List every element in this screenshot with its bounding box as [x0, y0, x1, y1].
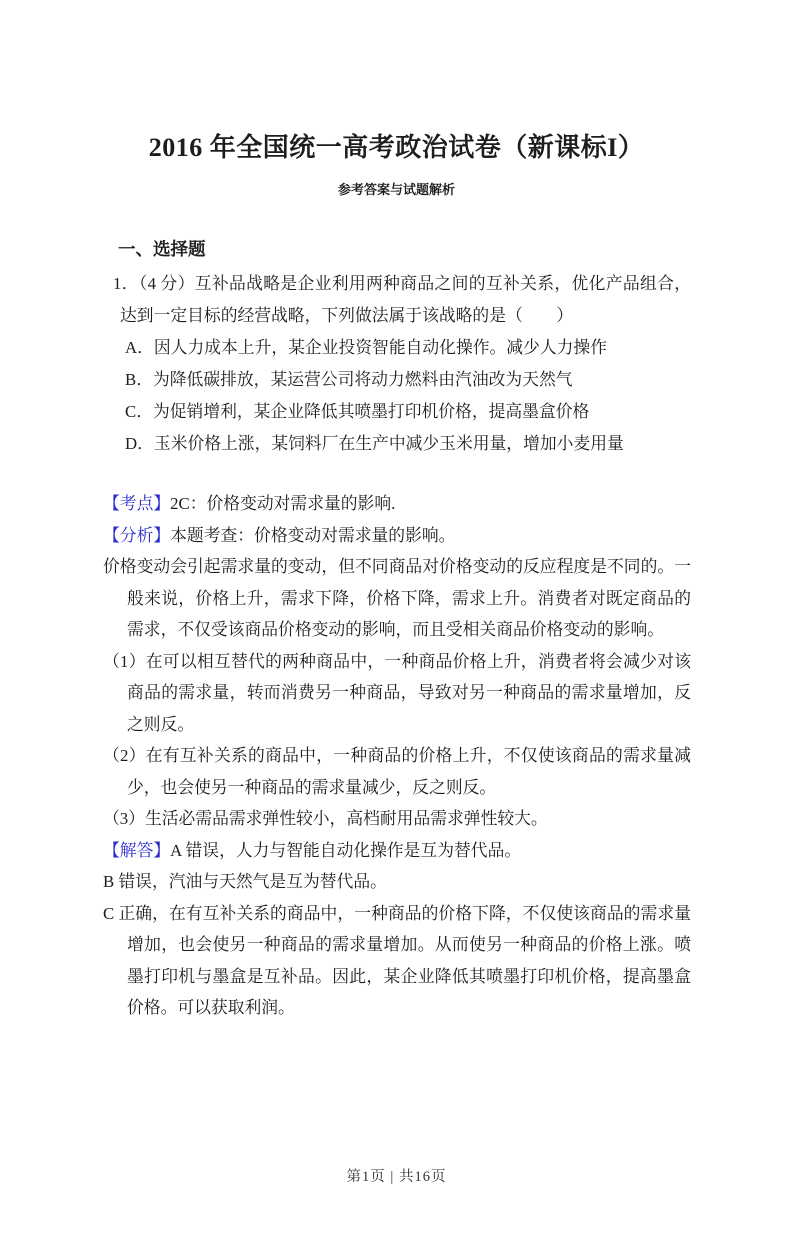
question-1 [103, 268, 691, 460]
question-stem-line-1: 1．（4 分）互补品战略是企业利用两种商品之间的互补关系，优化产品组合， [113, 274, 691, 293]
analysis-line: 般来说，价格上升，需求下降，价格下降，需求上升。消费者对既定商品的 [127, 588, 691, 608]
analysis-line: （2）在有互补关系的商品中，一种商品的价格上升，不仅使该商品的需求量减 [103, 746, 691, 765]
jieda-line-c: C 正确，在有互补关系的商品中，一种商品的价格下降，不仅使该商品的需求量 [103, 903, 691, 923]
jieda-line-b: B 错误，汽油与天然气是互为替代品。 [103, 872, 387, 891]
kaodian-line [103, 488, 691, 520]
analysis-line: 少，也会使另一种商品的需求量减少，反之则反。 [127, 777, 497, 797]
fenxi-line [103, 520, 691, 552]
analysis-line: 商品的需求量，转而消费另一种商品，导致对另一种商品的需求量增加，反 [127, 683, 691, 702]
jieda-line-c-cont: 增加，也会使另一种商品的需求量增加。从而使另一种商品的价格上涨。喷 [127, 935, 691, 954]
option-b: B．为降低碳排放，某运营公司将动力燃料由汽油改为天然气 [125, 370, 573, 389]
page-subtitle: 参考答案与试题解析 [337, 182, 455, 197]
jieda-text: A 错误，人力与智能自动化操作是互为替代品。 [170, 840, 522, 860]
fenxi-text: 本题考查：价格变动对需求量的影响。 [170, 525, 456, 545]
jieda-line-c-cont: 价格。可以获取利润。 [127, 998, 295, 1017]
option-d: D．玉米价格上涨，某饲料厂在生产中减少玉米用量，增加小麦用量 [125, 434, 624, 453]
kaodian-tag: 【考点】 [103, 494, 171, 513]
document-body [103, 236, 691, 1024]
analysis-line: （1）在可以相互替代的两种商品中，一种商品价格上升，消费者将会减少对该 [103, 651, 691, 671]
fenxi-tag: 【分析】 [103, 525, 171, 545]
jieda-line [103, 835, 691, 867]
analysis-line: 之则反。 [127, 714, 195, 734]
option-c: C．为促销增利，某企业降低其喷墨打印机价格，提高墨盒价格 [125, 402, 590, 421]
option-a: A．因人力成本上升，某企业投资智能自动化操作。减少人力操作 [125, 338, 607, 357]
question-stem-line-2: 达到一定目标的经营战略，下列做法属于该战略的是（ ） [120, 306, 574, 325]
analysis-line: 价格变动会引起需求量的变动，但不同商品对价格变动的反应程度是不同的。一 [103, 557, 691, 576]
page-title: 2016 年全国统一高考政治试卷（新课标I） [148, 133, 645, 162]
analysis-line: 需求，不仅受该商品价格变动的影响，而且受相关商品价格变动的影响。 [127, 620, 665, 639]
jieda-tag: 【解答】 [103, 840, 171, 860]
jieda-line-c-cont: 墨打印机与墨盒是互补品。因此，某企业降低其喷墨打印机价格，提高墨盒 [127, 966, 691, 986]
analysis-line: （3）生活必需品需求弹性较小，高档耐用品需求弹性较大。 [103, 809, 548, 828]
kaodian-text: 2C：价格变动对需求量的影响. [170, 494, 396, 513]
section-heading: 一、选择题 [118, 239, 206, 259]
document-page [0, 132, 793, 1254]
explanation-block [103, 488, 691, 1024]
page-footer: 第1页 | 共16页 [346, 1169, 447, 1185]
